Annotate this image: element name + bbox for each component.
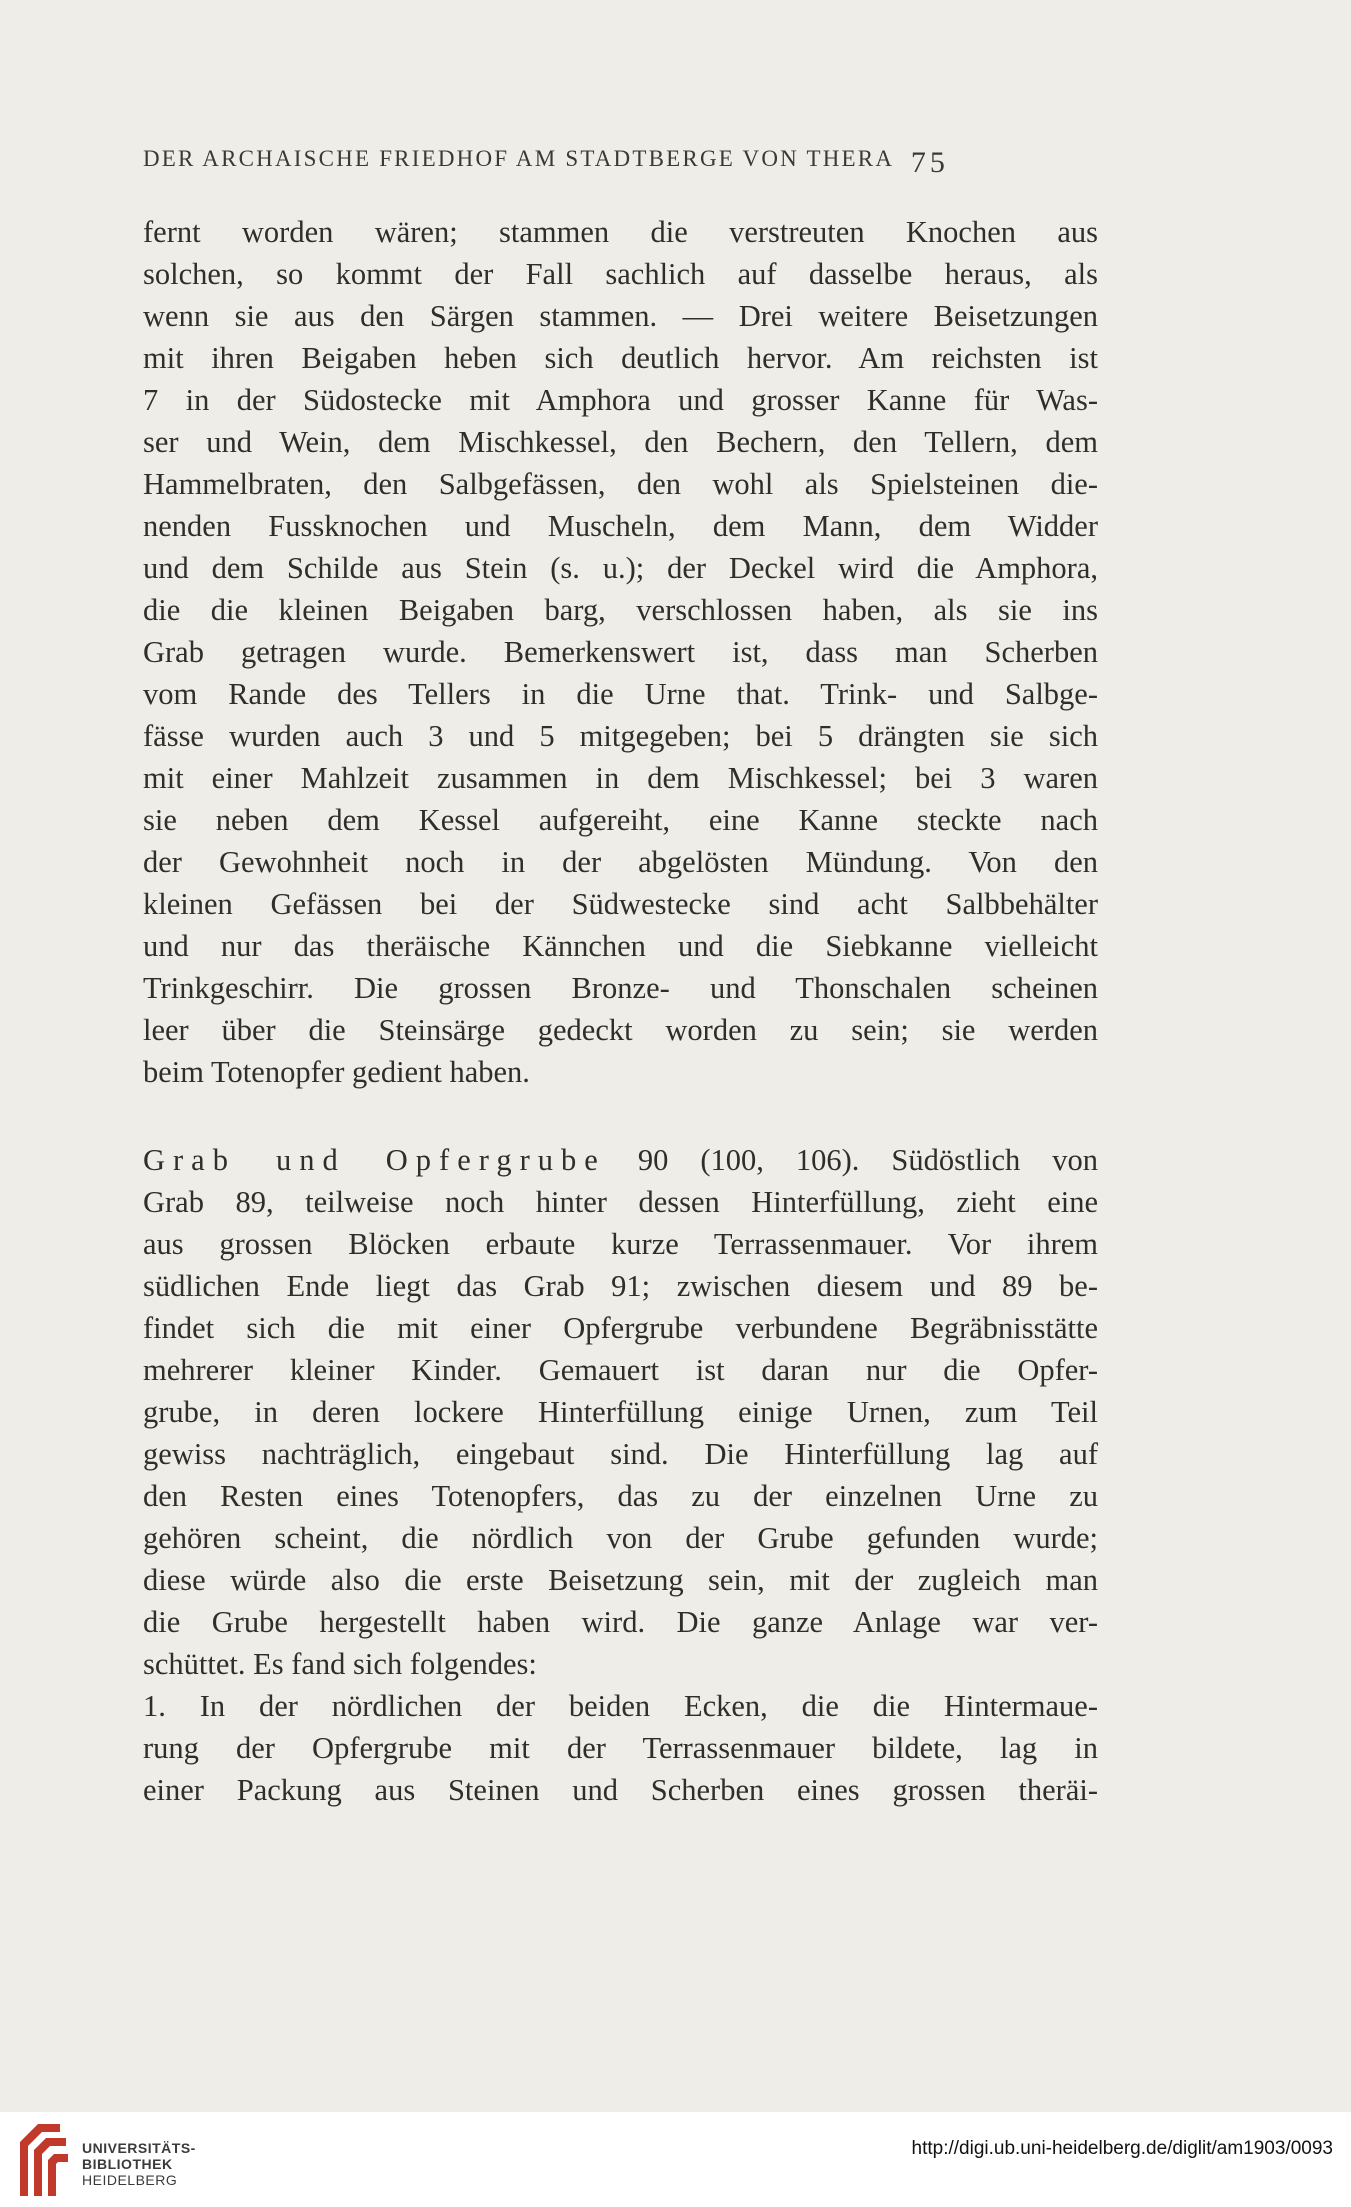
paragraph-1 xyxy=(143,211,1098,1093)
text-line: mehrerer kleiner Kinder. Gemauert ist daran nur die Opfer- xyxy=(143,1353,1098,1387)
text-line: ser und Wein, dem Mischkessel, den Bechern, den Tellern, dem xyxy=(143,425,1098,459)
text-line: 1. In der nördlichen der beiden Ecken, die die Hintermaue- xyxy=(143,1689,1098,1723)
text-line: mit ihren Beigaben heben sich deutlich hervor. Am reichsten ist xyxy=(143,341,1098,375)
text-line: die Grube hergestellt haben wird. Die ganze Anlage war ver- xyxy=(143,1605,1098,1639)
paragraph-2 xyxy=(143,1139,1098,1811)
text-line: Grab getragen wurde. Bemerkenswert ist, dass man Scherben xyxy=(143,635,1098,669)
text-line: Grab 89, teilweise noch hinter dessen Hinterfüllung, zieht eine xyxy=(143,1185,1098,1219)
digitization-footer xyxy=(0,2112,1351,2207)
text-line: grube, in deren lockere Hinterfüllung einige Urnen, zum Teil xyxy=(143,1395,1098,1429)
text-line: fässe wurden auch 3 und 5 mitgegeben; bei 5 drängten sie sich xyxy=(143,719,1098,753)
text-line: 7 in der Südostecke mit Amphora und grosser Kanne für Was- xyxy=(143,383,1098,417)
library-name xyxy=(82,2140,196,2188)
library-name-line: UNIVERSITÄTS- xyxy=(82,2140,196,2156)
running-title: DER ARCHAISCHE FRIEDHOF AM STADTBERGE VON THERA xyxy=(143,146,893,171)
text-line: und dem Schilde aus Stein (s. u.); der Deckel wird die Amphora, xyxy=(143,551,1098,585)
text-line: schüttet. Es fand sich folgendes: xyxy=(143,1647,537,1681)
text-line: aus grossen Blöcken erbaute kurze Terrassenmauer. Vor ihrem xyxy=(143,1227,1098,1261)
text-line: rung der Opfergrube mit der Terrassenmauer bildete, lag in xyxy=(143,1731,1098,1765)
text-line: nenden Fussknochen und Muscheln, dem Mann, dem Widder xyxy=(143,509,1098,543)
text-line: Hammelbraten, den Salbgefässen, den wohl als Spielsteinen die- xyxy=(143,467,1098,501)
text-line: kleinen Gefässen bei der Südwestecke sind acht Salbbehälter xyxy=(143,887,1098,921)
text-line: beim Totenopfer gedient haben. xyxy=(143,1055,530,1089)
library-name-line: BIBLIOTHEK xyxy=(82,2156,173,2172)
library-logo-icon xyxy=(16,2120,72,2200)
text-line: Trinkgeschirr. Die grossen Bronze- und Thonschalen scheinen xyxy=(143,971,1098,1005)
section-first-line-text: 90 (100, 106). Südöstlich von xyxy=(637,1143,1098,1177)
text-line: südlichen Ende liegt das Grab 91; zwischen diesem und 89 be- xyxy=(143,1269,1098,1303)
text-line: diese würde also die erste Beisetzung sein, mit der zugleich man xyxy=(143,1563,1098,1597)
text-line: mit einer Mahlzeit zusammen in dem Mischkessel; bei 3 waren xyxy=(143,761,1098,795)
text-line: findet sich die mit einer Opfergrube verbundene Begräbnisstätte xyxy=(143,1311,1098,1345)
running-header xyxy=(143,140,1103,179)
section-heading: Grab und Opfergrube xyxy=(143,1143,606,1177)
library-name-line: HEIDELBERG xyxy=(82,2172,178,2188)
page-number: 75 xyxy=(910,146,949,179)
text-line: und nur das theräische Kännchen und die Siebkanne vielleicht xyxy=(143,929,1098,963)
text-line: gehören scheint, die nördlich von der Grube gefunden wurde; xyxy=(143,1521,1098,1555)
text-line: den Resten eines Totenopfers, das zu der einzelnen Urne zu xyxy=(143,1479,1098,1513)
text-line: einer Packung aus Steinen und Scherben eines grossen theräi- xyxy=(143,1773,1098,1807)
text-line: wenn sie aus den Särgen stammen. — Drei weitere Beisetzungen xyxy=(143,299,1098,333)
text-line: solchen, so kommt der Fall sachlich auf dasselbe heraus, als xyxy=(143,257,1098,291)
text-line: vom Rande des Tellers in die Urne that. Trink- und Salbge- xyxy=(143,677,1098,711)
text-line: der Gewohnheit noch in der abgelösten Mündung. Von den xyxy=(143,845,1098,879)
text-line: fernt worden wären; stammen die verstreuten Knochen aus xyxy=(143,215,1098,249)
text-line: leer über die Steinsärge gedeckt worden zu sein; sie werden xyxy=(143,1013,1098,1047)
text-line: die die kleinen Beigaben barg, verschlossen haben, als sie ins xyxy=(143,593,1098,627)
section-first-line xyxy=(143,1139,1098,1181)
source-url-link[interactable]: http://digi.ub.uni-heidelberg.de/diglit/am1903/0093 xyxy=(911,2138,1333,2159)
text-line: sie neben dem Kessel aufgereiht, eine Kanne steckte nach xyxy=(143,803,1098,837)
text-line: gewiss nachträglich, eingebaut sind. Die Hinterfüllung lag auf xyxy=(143,1437,1098,1471)
